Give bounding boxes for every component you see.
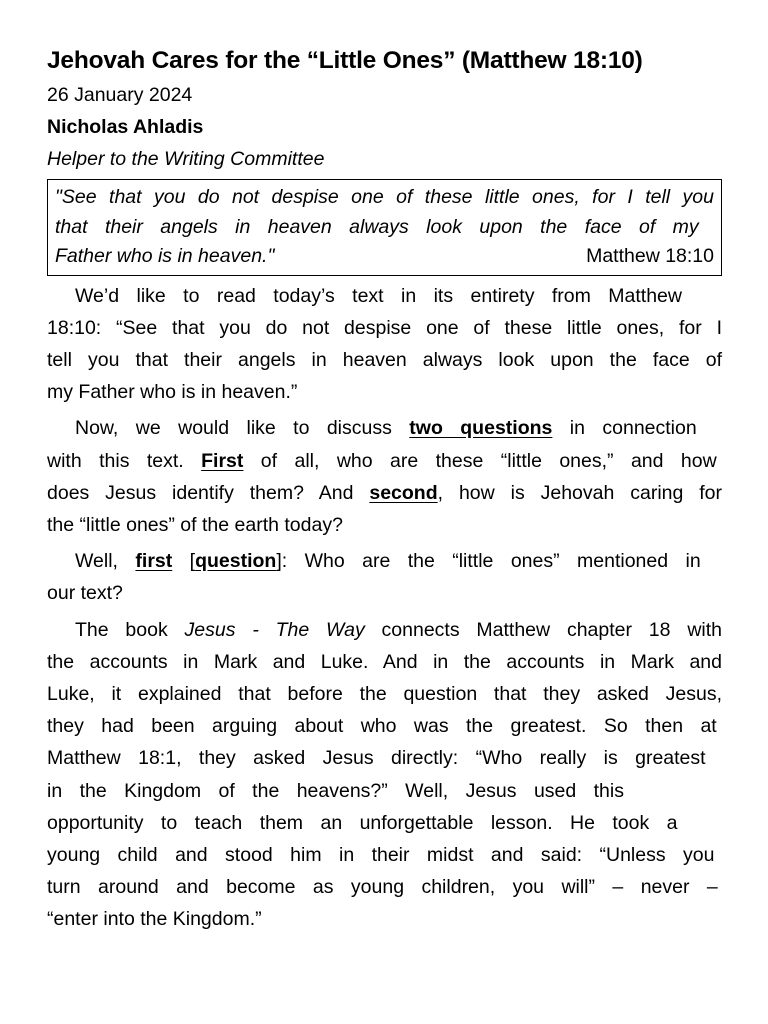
paragraph [47,280,722,409]
text-line: The book Jesus - The Way connects Matthew chapter 18 with [47,614,722,646]
author-role: Helper to the Writing Committee [47,148,325,170]
quote-line: that their angels in heaven always look upon the face of my [55,215,699,238]
text-line: opportunity to teach them an unforgettable lesson. He took a [47,811,678,834]
quote-line: "See that you do not despise one of these little ones, for I tell you [55,186,714,208]
paragraph [47,614,722,936]
document-date: 26 January 2024 [47,84,193,106]
text-line: the “little ones” of the earth today? [47,513,343,536]
book-title: Jesus - The Way [184,618,365,641]
text-line: the accounts in Mark and Luke. And in the accounts in Mark and [47,650,722,673]
text-line: tell you that their angels in heaven always look upon the face of [47,348,722,371]
scripture-quote-box [47,179,722,276]
text-line: does Jesus identify them? And second , how is Jehovah caring for [47,477,722,509]
text-line: Luke, it explained that before the question that they asked Jesus, [47,682,722,705]
quote-line: Father who is in heaven." Matthew 18:10 [55,242,714,272]
text-line: turn around and become as young children, you will” – never – [47,876,718,899]
text-line: Now, we would like to discuss two questions in connection [47,412,722,444]
paragraph [47,545,722,609]
text-line: “enter into the Kingdom.” [47,908,262,931]
emphasis: question [195,550,277,573]
scripture-reference: Matthew 18:10 [586,245,714,267]
text-line: our text? [47,582,123,605]
text-line: 18:10: “See that you do not despise one of these little ones, for I [47,316,722,339]
text-line: Matthew 18:1, they asked Jesus directly: “Who really is greatest [47,747,706,770]
text-line: We’d like to read today’s text in its entirety from Matthew [75,284,682,307]
text-line: in the Kingdom of the heavens?” Well, Jesus used this [47,779,624,802]
author-name: Nicholas Ahladis [47,116,204,138]
text-line: with this text. First of all, who are these “little ones,” and how [47,445,722,477]
document-title: Jehovah Cares for the “Little Ones” (Matthew 18:10) [47,47,643,74]
text-line: they had been arguing about who was the greatest. So then at [47,715,717,738]
emphasis: two questions [409,417,553,440]
emphasis: second [369,481,438,504]
paragraph [47,412,722,541]
text-line: Well, first [ question ]: Who are the “little ones” mentioned in [47,545,722,577]
emphasis: First [201,449,244,472]
text-line: young child and stood him in their midst and said: “Unless you [47,843,715,866]
text-line: my Father who is in heaven.” [47,381,298,404]
emphasis: first [135,550,173,573]
